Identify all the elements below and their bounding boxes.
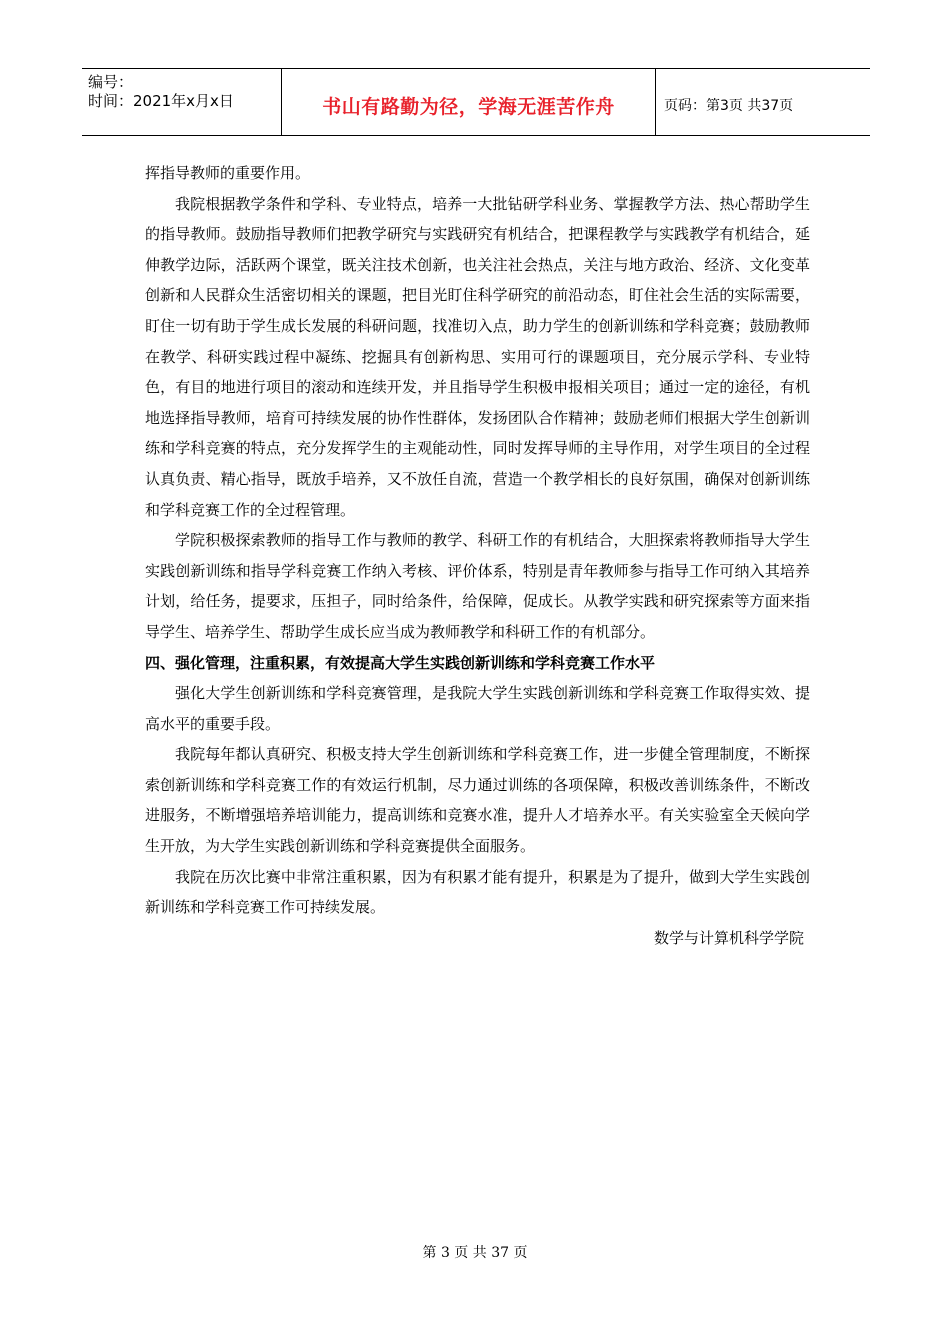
signature: 数学与计算机科学学院 [653, 928, 804, 947]
header-meta [82, 69, 282, 135]
paragraph-management: 强化大学生创新训练和学科竞赛管理，是我院大学生实践创新训练和学科竞赛工作取得实效、提高水平的重要手段。 [145, 684, 810, 733]
header-motto-cell [282, 69, 656, 135]
document-body [145, 158, 810, 953]
page-footer [0, 1242, 950, 1262]
document-time-label: 时间：2021年x月x日 [88, 92, 234, 110]
header-page-label: 页码：第3页 共37页 [664, 98, 794, 114]
header-page-cell [656, 69, 870, 135]
paragraph-accumulation: 我院在历次比赛中非常注重积累，因为有积累才能有提升，积累是为了提升，做到大学生实践创新训练和学科竞赛工作可持续发展。 [145, 867, 810, 917]
document-number-label: 编号： [88, 73, 134, 91]
paragraph-assessment: 学院积极探索教师的指导工作与教师的教学、科研工作的有机结合，大胆探索将教师指导大学生实践创新训练和指导学科竞赛工作纳入考核、评价体系，特别是青年教师参与指导工作可纳入其培养计划，给任务，提要求，压担子，同时给条件，给保障，促成长。从教学实践和研究探索等方面来指导学生、培养学生、帮助学生成长应当成为教师教学和科研工作的有机部分。 [145, 531, 810, 641]
paragraph-instructors: 我院根据教学条件和学科、专业特点，培养一大批钻研学科业务、掌握教学方法、热心帮助学生的指导教师。鼓励指导教师们把教学研究与实践研究有机结合，把课程教学与实践教学有机结合，延伸教学边际，活跃两个课堂，既关注技术创新，也关注社会热点，关注与地方政治、经济、文化变革创新和人民群众生活密切相关的课题，把目光盯住科学研究的前沿动态，盯住社会生活的实际需要，盯住一切有助于学生成长发展的科研问题，找准切入点，助力学生的创新训练和学科竞赛；鼓励教师在教学、科研实践过程中凝练、挖掘具有创新构思、实用可行的课题项目，充分展示学科、专业特色，有目的地进行项目的滚动和连续开发，并且指导学生积极申报相关项目；通过一定的途径，有机地选择指导教师，培育可持续发展的协作性群体，发扬团队合作精神；鼓励老师们根据大学生创新训练和学科竞赛的特点，充分发挥学生的主观能动性，同时发挥导师的主导作用，对学生项目的全过程认真负责、精心指导，既放手培养，又不放任自流，营造一个教学相长的良好氛围，确保对创新训练和学科竞赛工作的全过程管理。 [145, 194, 810, 519]
footer-page-number: 第 3 页 共 37 页 [422, 1245, 528, 1261]
paragraph-support: 我院每年都认真研究、积极支持大学生创新训练和学科竞赛工作，进一步健全管理制度，不断探索创新训练和学科竞赛工作的有效运行机制，尽力通过训练的各项保障，积极改善训练条件，不断改进服务，不断增强培养培训能力，提高训练和竞赛水准，提升人才培养水平。有关实验室全天候向学生开放，为大学生实践创新训练和学科竞赛提供全面服务。 [145, 745, 810, 856]
motto-text: 书山有路勤为径，学海无涯苦作舟 [322, 95, 615, 118]
paragraph-continued: 挥指导教师的重要作用。 [145, 164, 311, 182]
page-header [82, 68, 870, 136]
section-heading-4: 四、强化管理，注重积累，有效提高大学生实践创新训练和学科竞赛工作水平 [145, 653, 656, 672]
